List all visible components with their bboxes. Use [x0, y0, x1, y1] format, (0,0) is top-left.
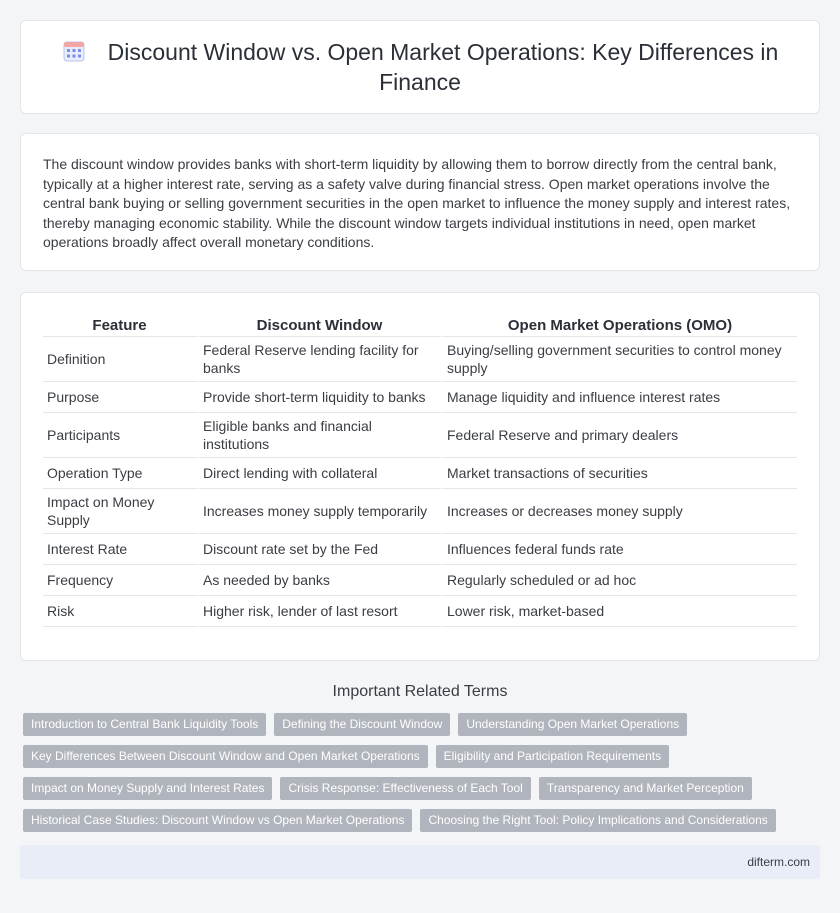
summary-text: The discount window provides banks with short-term liquidity by allowing them to borrow directly from the central bank, typically at a higher interest rate, serving as a safety valve during financial stress. Open market operations involve the central bank buying or selling government securities in the open market to influence the money supply and interest rates, thereby managing economic stability. While the discount window targets individual institutions in need, open market operations broadly affect overall monetary conditions. — [43, 156, 791, 251]
title-card — [20, 20, 820, 114]
header-omo: Open Market Operations (OMO) — [443, 313, 797, 337]
table-cell-discount-window: Increases money supply temporarily — [199, 489, 443, 534]
summary-card — [20, 133, 820, 271]
table-cell-discount-window: Direct lending with collateral — [199, 458, 443, 489]
table-row — [43, 337, 797, 382]
table-cell-discount-window: Federal Reserve lending facility for banks — [199, 337, 443, 382]
calendar-grid-icon — [62, 39, 86, 63]
table-cell-feature: Purpose — [43, 382, 199, 413]
related-term-tag[interactable]: Choosing the Right Tool: Policy Implications and Considerations — [420, 809, 775, 832]
comparison-table-card — [20, 292, 820, 661]
related-terms-tags — [0, 713, 840, 832]
table-cell-feature: Frequency — [43, 565, 199, 596]
table-cell-discount-window: As needed by banks — [199, 565, 443, 596]
table-cell-omo: Influences federal funds rate — [443, 534, 797, 565]
table-row — [43, 596, 797, 627]
table-row — [43, 489, 797, 534]
table-row — [43, 458, 797, 489]
related-term-tag[interactable]: Introduction to Central Bank Liquidity Tools — [23, 713, 266, 736]
table-row — [43, 534, 797, 565]
header-feature: Feature — [43, 313, 199, 337]
table-cell-omo: Regularly scheduled or ad hoc — [443, 565, 797, 596]
comparison-table — [43, 313, 797, 627]
footer-site-link[interactable]: difterm.com — [747, 855, 810, 869]
table-cell-omo: Lower risk, market-based — [443, 596, 797, 627]
page-title-wrap — [50, 37, 790, 97]
related-term-tag[interactable]: Understanding Open Market Operations — [458, 713, 687, 736]
table-cell-discount-window: Provide short-term liquidity to banks — [199, 382, 443, 413]
header-discount-window: Discount Window — [199, 313, 443, 337]
table-cell-feature: Definition — [43, 337, 199, 382]
footer — [20, 845, 820, 879]
table-cell-discount-window: Higher risk, lender of last resort — [199, 596, 443, 627]
table-cell-omo: Buying/selling government securities to control money supply — [443, 337, 797, 382]
table-cell-feature: Operation Type — [43, 458, 199, 489]
related-term-tag[interactable]: Eligibility and Participation Requirements — [436, 745, 669, 768]
table-row — [43, 413, 797, 458]
table-cell-omo: Federal Reserve and primary dealers — [443, 413, 797, 458]
table-cell-feature: Risk — [43, 596, 199, 627]
table-cell-feature: Interest Rate — [43, 534, 199, 565]
table-cell-discount-window: Discount rate set by the Fed — [199, 534, 443, 565]
table-row — [43, 565, 797, 596]
table-row — [43, 382, 797, 413]
page-title: Discount Window vs. Open Market Operations: Key Differences in Finance — [107, 39, 779, 95]
table-cell-feature: Impact on Money Supply — [43, 489, 199, 534]
table-cell-feature: Participants — [43, 413, 199, 458]
related-term-tag[interactable]: Defining the Discount Window — [274, 713, 450, 736]
related-term-tag[interactable]: Key Differences Between Discount Window and Open Market Operations — [23, 745, 428, 768]
related-term-tag[interactable]: Transparency and Market Perception — [539, 777, 752, 800]
table-cell-omo: Increases or decreases money supply — [443, 489, 797, 534]
related-terms-section — [0, 683, 840, 832]
related-term-tag[interactable]: Crisis Response: Effectiveness of Each Tool — [280, 777, 530, 800]
related-term-tag[interactable]: Impact on Money Supply and Interest Rates — [23, 777, 272, 800]
related-terms-heading: Important Related Terms — [332, 683, 508, 700]
table-header-row — [43, 313, 797, 337]
table-cell-omo: Market transactions of securities — [443, 458, 797, 489]
table-cell-discount-window: Eligible banks and financial institutions — [199, 413, 443, 458]
table-cell-omo: Manage liquidity and influence interest rates — [443, 382, 797, 413]
related-term-tag[interactable]: Historical Case Studies: Discount Window vs Open Market Operations — [23, 809, 412, 832]
